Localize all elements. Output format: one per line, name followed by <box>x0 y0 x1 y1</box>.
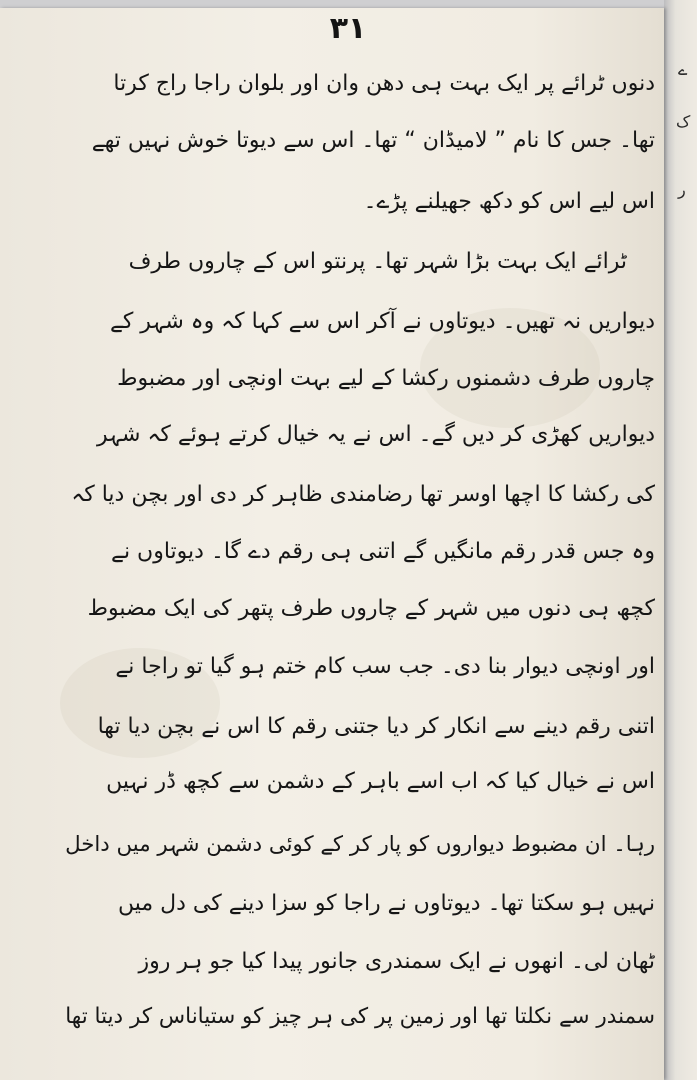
text-line: سمندر سے نکلتا تھا اور زمین پر کی ہر چیز کو ستیاناس کر دیتا تھا <box>65 1004 655 1029</box>
text-line: اور اونچی دیوار بنا دی۔ جب سب کام ختم ہو گیا تو راجا نے <box>115 654 655 679</box>
text-line: دیواریں کھڑی کر دیں گے۔ اس نے یہ خیال کرتے ہوئے کہ شہر <box>97 422 655 447</box>
edge-mark: ر <box>678 180 686 199</box>
text-line: اس لیے اس کو دکھ جھیلنے پڑے۔ <box>363 189 655 214</box>
page-number: ۳۱ <box>329 11 367 46</box>
text-line: دنوں ٹرائے پر ایک بہت ہی دھن وان اور بلوان راجا راج کرتا <box>113 71 655 96</box>
text-line: ٹھان لی۔ انھوں نے ایک سمندری جانور پیدا کیا جو ہر روز <box>138 949 655 974</box>
text-line: دیواریں نہ تھیں۔ دیوتاوں نے آکر اس سے کہا کہ وہ شہر کے <box>109 309 655 334</box>
text-line: کچھ ہی دنوں میں شہر کے چاروں طرف پتھر کی ایک مضبوط <box>87 596 655 621</box>
text-line: نہیں ہو سکتا تھا۔ دیوتاوں نے راجا کو سزا دینے کی دل میں <box>117 891 655 916</box>
text-line: اس نے خیال کیا کہ اب اسے باہر کے دشمن سے کچھ ڈر نہیں <box>106 769 655 794</box>
text-line: تھا۔ جس کا نام ” لامیڈان “ تھا۔ اس سے دیوتا خوش نہیں تھے <box>91 128 655 153</box>
text-line: رہا۔ ان مضبوط دیواروں کو پار کر کے کوئی دشمن شہر میں داخل <box>65 832 655 857</box>
text-line: اتنی رقم دینے سے انکار کر دیا جتنی رقم کا اس نے بچن دیا تھا <box>97 714 655 739</box>
adjacent-page-edge <box>664 0 697 1080</box>
edge-mark: ک <box>676 112 691 131</box>
edge-mark: ے <box>678 60 688 79</box>
text-line: کی رکشا کا اچھا اوسر تھا رضامندی ظاہر کر دی اور بچن دیا کہ <box>71 482 655 507</box>
text-line: وہ جس قدر رقم مانگیں گے اتنی ہی رقم دے گا۔ دیوتاوں نے <box>111 539 655 564</box>
text-line: چاروں طرف دشمنوں رکشا کے لیے بہت اونچی اور مضبوط <box>117 366 655 391</box>
text-line: ٹرائے ایک بہت بڑا شہر تھا۔ پرنتو اس کے چاروں طرف <box>128 249 627 274</box>
